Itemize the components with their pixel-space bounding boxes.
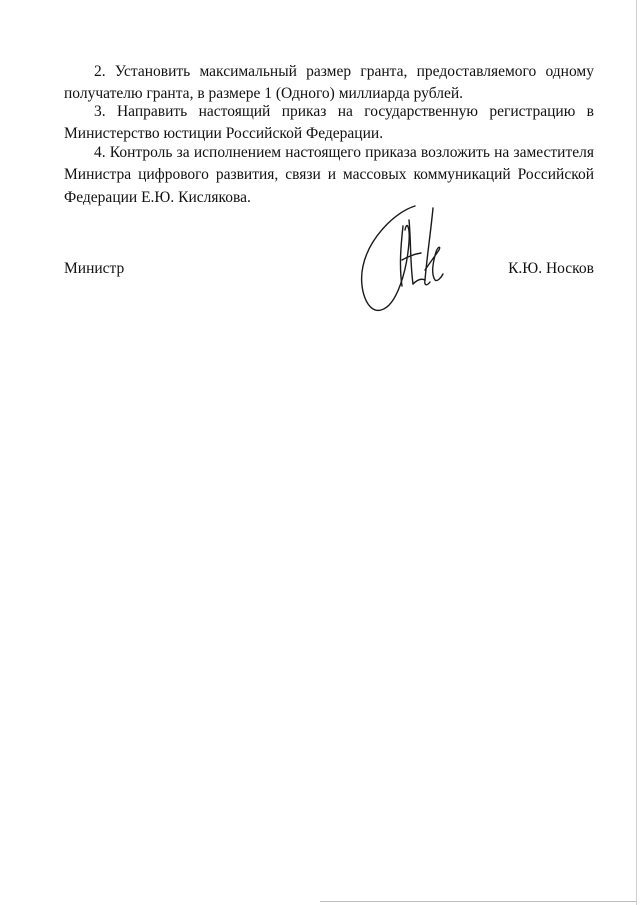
paragraph-control: 4. Контроль за исполнением настоящего приказа возложить на заместителя Министра цифрового развития, связи и массовых коммуникаций Российской Федерации Е.Ю. Кислякова. — [64, 144, 594, 206]
page-edge-right — [636, 0, 637, 905]
signatory-name: К.Ю. Носков — [508, 260, 594, 277]
paragraph-grant-limit: 2. Установить максимальный размер гранта, предоставляемого одному получателю гранта, в размере 1 (Одного) миллиарда рублей. — [64, 63, 594, 103]
signatory-role: Министр — [64, 260, 125, 277]
signature-block — [64, 260, 594, 284]
page-edge-bottom — [320, 901, 636, 902]
paragraph-registration: 3. Направить настоящий приказ на государственную регистрацию в Министерство юстиции Российской Федерации. — [64, 103, 594, 143]
handwritten-signature — [355, 200, 445, 318]
